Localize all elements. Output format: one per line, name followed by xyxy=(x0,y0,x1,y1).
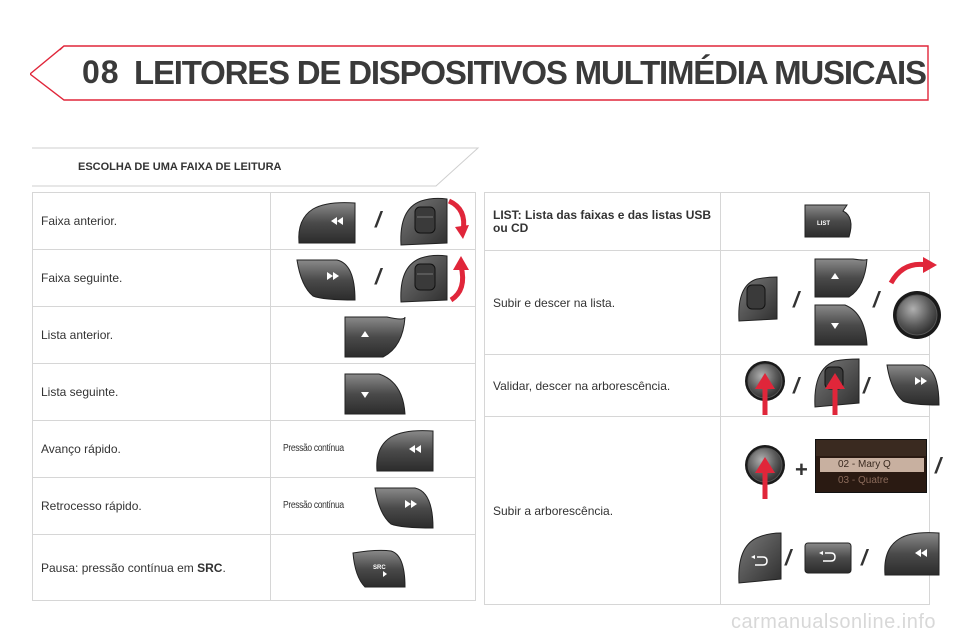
watermark: carmanualsonline.info xyxy=(730,611,936,633)
controls-table-right xyxy=(484,192,942,605)
back-button-icon xyxy=(735,531,783,585)
row-label-suffix: . xyxy=(222,560,226,575)
row-label: Validar, descer na arborescência. xyxy=(485,355,721,417)
row-label: Subir e descer na lista. xyxy=(485,251,721,355)
back-button-icon xyxy=(803,541,853,575)
table-row xyxy=(33,250,476,307)
list-up-button-icon xyxy=(813,255,869,299)
screen-list-item: 02 - Mary Q xyxy=(820,458,924,472)
row-illustration xyxy=(721,251,930,355)
next-track-button-icon xyxy=(293,256,357,302)
separator-slash: / xyxy=(793,287,800,312)
separator-slash: / xyxy=(785,545,792,570)
rotary-knob-icon xyxy=(741,359,791,417)
table-row xyxy=(33,535,476,601)
screen-header xyxy=(816,440,927,456)
steering-wheel-control-icon xyxy=(397,195,471,249)
row-illustration xyxy=(271,193,476,250)
row-label-prefix: Pausa: pressão contínua em xyxy=(41,560,198,575)
row-label: Faixa anterior. xyxy=(33,193,271,250)
table-row xyxy=(33,307,476,364)
row-illustration xyxy=(271,478,476,535)
rotary-knob-icon xyxy=(885,257,945,343)
list-button-label: LIST xyxy=(817,221,830,227)
row-illustration xyxy=(721,417,942,605)
screen-list-item: 03 - Quatre xyxy=(838,475,889,486)
separator-slash: / xyxy=(375,264,382,289)
press-note: Pressão contínua xyxy=(283,500,344,511)
table-row xyxy=(33,421,476,478)
row-illustration xyxy=(271,250,476,307)
row-label xyxy=(33,535,271,601)
rewind-button-icon xyxy=(371,484,435,530)
table-row xyxy=(33,478,476,535)
steering-wheel-control-icon xyxy=(811,357,865,415)
separator-slash: / xyxy=(873,287,880,312)
chapter-number: 08 xyxy=(82,54,120,90)
row-label: Avanço rápido. xyxy=(33,421,271,478)
table-row xyxy=(485,251,930,355)
row-illustration xyxy=(271,535,476,601)
page-title: LEITORES DE DISPOSITIVOS MULTIMÉDIA MUSICAIS xyxy=(134,54,926,91)
src-button-icon xyxy=(351,547,407,591)
row-label: Lista seguinte. xyxy=(33,364,271,421)
table-row xyxy=(33,193,476,250)
separator-slash: / xyxy=(935,453,942,478)
separator-slash: / xyxy=(863,373,870,398)
row-label: Subir a arborescência. xyxy=(485,417,721,605)
row-illustration xyxy=(271,364,476,421)
press-note: Pressão contínua xyxy=(283,443,344,454)
separator-slash: / xyxy=(793,373,800,398)
row-illustration xyxy=(721,193,930,251)
steering-wheel-control-icon xyxy=(735,275,779,323)
list-down-button-icon xyxy=(813,303,869,347)
next-track-button-icon xyxy=(885,363,941,407)
table-row xyxy=(485,355,930,417)
row-label: Retrocesso rápido. xyxy=(33,478,271,535)
row-label: Faixa seguinte. xyxy=(33,250,271,307)
table-row xyxy=(33,364,476,421)
list-up-button-icon xyxy=(343,313,407,359)
display-screen xyxy=(815,439,927,493)
src-keyword: SRC xyxy=(197,560,223,575)
previous-track-button-icon xyxy=(293,199,357,245)
row-label: Lista anterior. xyxy=(33,307,271,364)
separator-slash: / xyxy=(375,207,382,232)
table-row xyxy=(485,417,930,605)
list-button-icon xyxy=(803,201,859,241)
src-button-label: SRC xyxy=(373,565,386,571)
plus-sign: + xyxy=(795,457,808,482)
steering-wheel-control-icon xyxy=(397,252,471,306)
row-illustration xyxy=(271,307,476,364)
chapter-header xyxy=(30,44,930,102)
rotary-knob-icon xyxy=(741,443,791,501)
controls-table-left xyxy=(32,192,476,601)
row-label: LIST: Lista das faixas e das listas USB ou CD xyxy=(485,193,721,251)
section-heading xyxy=(32,146,480,188)
section-heading-text: ESCOLHA DE UMA FAIXA DE LEITURA xyxy=(78,161,282,173)
row-illustration xyxy=(271,421,476,478)
previous-track-button-icon xyxy=(879,529,941,577)
fast-forward-button-icon xyxy=(371,427,435,473)
list-down-button-icon xyxy=(343,370,407,416)
table-row xyxy=(485,193,930,251)
separator-slash: / xyxy=(861,545,868,570)
row-illustration xyxy=(721,355,930,417)
